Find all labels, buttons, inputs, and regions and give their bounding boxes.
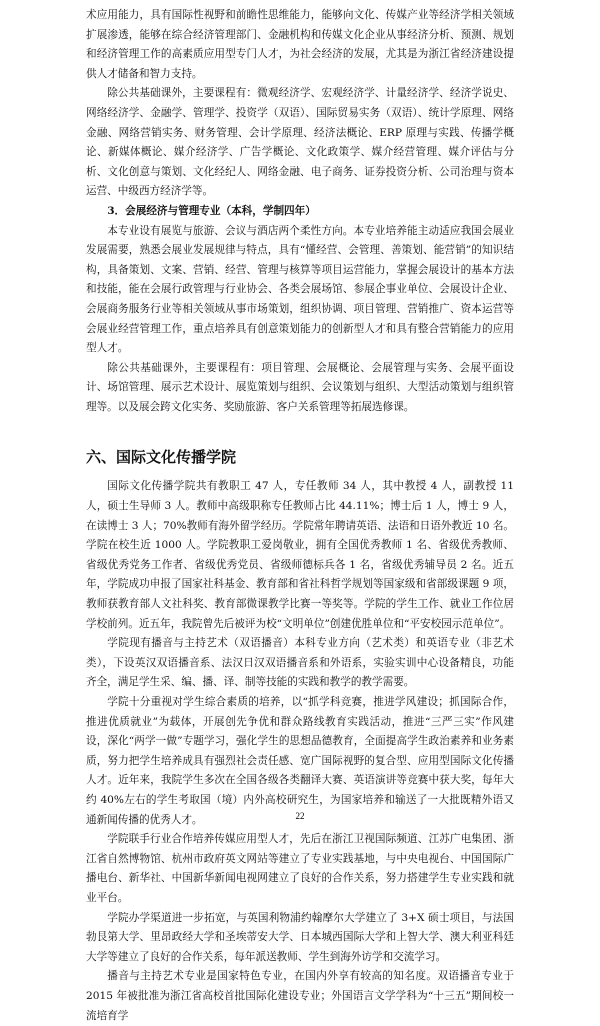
paragraph-exhibition-courses: 除公共基础课外，主要课程有：项目管理、会展概论、会展管理与实务、会展平面设计、场馆管理、展示艺术设计、展览策划与组织、会议策划与组织、大型活动策划与组织管理等。以及展会跨文化实务、奖励旅游、客户关系管理等拓展选修课。 xyxy=(86,361,514,413)
section-title: 六、国际文化传播学院 xyxy=(86,448,237,467)
paragraph-majors: 学院现有播音与主持艺术（双语播音）本科专业方向（艺术类）和英语专业（非艺术类），下设英汉双语播音系、法汉日汉双语播音系和外语系，实验实训中心设备精良，功能齐全，满足学生采、编、播、译、制等技能的实践和教学的教学需要。 xyxy=(86,637,514,689)
paragraph-economics-courses: 除公共基础课外，主要课程有：微观经济学、宏观经济学、计量经济学、经济学说史、网络经济学、金融学、管理学、投资学（双语）、国际贸易实务（双语）、统计学原理、网络金融、网络营销实务、财务管理、会计学原理、经济法概论、ERP 原理与实践、传播学概论、新媒体概论、媒介经济学、广告学概论、文化政策学、媒介经营管理、媒介评估与分析、文化创意与策划、文化经纪人、网络金融、电子商务、证券投资分析、公司治理与资本运营、中级西方经济学等。 xyxy=(86,87,514,198)
subheading-exhibition-major: 3．会展经济与管理专业（本科，学制四年） xyxy=(107,204,316,217)
paragraph-international-programs: 学院办学渠道进一步拓宽，与英国利物浦约翰摩尔大学建立了 3+X 硕士项目，与法国勃艮第大学、里昂政经大学和圣埃蒂安大学、日本城西国际大学和上智大学、澳大利亚科廷大学等建立了良好的合作关系，每年派送教师、学生到海外访学和交流学习。 xyxy=(86,911,514,963)
paragraph-featured-major: 播音与主持艺术专业是国家特色专业，在国内外享有较高的知名度。双语播音专业于 2015 年被批准为浙江省高校首批国际化建设专业；外国语言文学学科为“十三五”期间校一流培育学 xyxy=(86,970,514,1022)
paragraph-faculty: 国际文化传播学院共有教职工 47 人，专任教师 34 人，其中教授 4 人，副教授 11 人，硕士生导师 3 人。教师中高级职称专任教师占比 44.11%；博士后 1 人，博士 9 人，在读博士 3 人；70%教师有海外留学经历。学院常年聘请英语、法语和日语外教近 10 名。学院在校生近 1000 人。学院教职工爱岗敬业，拥有全国优秀教师 1 名、省级优秀教师、省级优秀党务工作者、省级优秀党员、省级师德标兵各 1 名，省级优秀辅导员 2 名。近五年，学院成功申报了国家社科基金、教育部和省社科哲学规划等国家级和省部级课题 9 项，教师获教育部人文社科奖、教育部微课教学比赛一等奖等。学院的学生工作、就业工作位居学校前列。近五年，我院曾先后被评为校“文明单位”创建优胜单位和“平安校园示范单位”。 xyxy=(86,480,515,630)
paragraph-program-goal: 术应用能力，具有国际性视野和前瞻性思维能力，能够向文化、传媒产业等经济学相关领域扩展渗透，能够在综合经济管理部门、金融机构和传媒文化企业从事经济分析、预测、规划和经济管理工作的高素质应用型专门人才，为社会经济的发展，尤其是为浙江省经济建设提供人才储备和智力支持。 xyxy=(86,9,514,80)
paragraph-student-quality: 学院十分重视对学生综合素质的培养，以“抓学科竞赛，推进学风建设；抓国际合作，推进优质就业”为载体，开展创先争优和群众路线教育实践活动，推进“三严三实”作风建设，深化“两学一做”专题学习，强化学生的思想品德教育，全面提高学生政治素养和业务素质，努力把学生培养成具有强烈社会责任感、宽广国际视野的复合型、应用型国际文化传播人才。近年来，我院学生多次在全国各级各类翻译大赛、英语演讲等竞赛中获大奖，每年大约 40%左右的学生考取国（境）内外高校研究生，为国家培养和输送了一大批既精外语又通新闻传播的优秀人才。 xyxy=(86,696,514,826)
paragraph-exhibition-intro: 本专业设有展览与旅游、会议与酒店两个柔性方向。本专业培养能主动适应我国会展业发展需要，熟悉会展业发展规律与特点，具有“懂经营、会管理、善策划、能营销”的知识结构，具备策划、文案、营销、经营、管理与核算等项目运营能力，掌握会展设计的基本方法和技能，能在会展行政管理与行业协会、各类会展场馆、参展企事业单位、会展设计企业、会展商务服务行业等相关领域从事市场策划，组织协调、项目管理、营销推广、资本运营等会展业经营管理工作，重点培养具有创意策划能力的创新型人才和具有整合营销能力的应用型人才。 xyxy=(86,224,514,355)
paragraph-industry-cooperation: 学院联手行业合作培养传媒应用型人才，先后在浙江卫视国际频道、江苏广电集团、浙江省自然博物馆、杭州市政府英文网站等建立了专业实践基地，与中央电视台、中国国际广播电台、新华社、中国新华新闻电视网建立了良好的合作关系，努力搭建学生专业实践和就业平台。 xyxy=(86,833,514,904)
page-number: 22 xyxy=(295,811,305,821)
